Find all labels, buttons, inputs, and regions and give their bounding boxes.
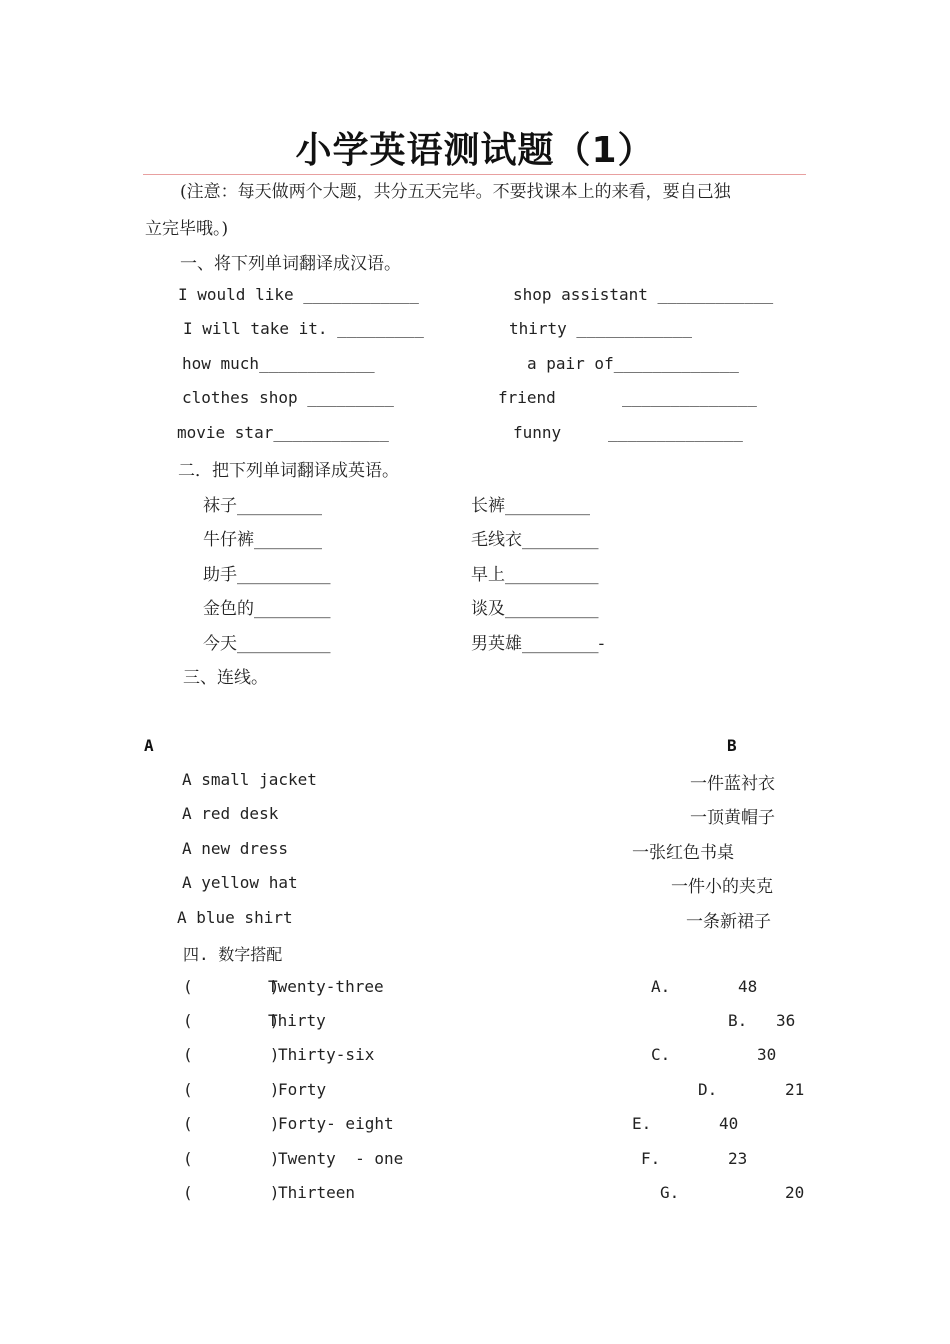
- section1-item: I will take it. _________: [183, 319, 424, 338]
- note-line-2: 立完毕哦。): [145, 219, 229, 239]
- column-a-label: A: [144, 736, 154, 755]
- match-right-item: 一条新裙子: [686, 912, 771, 932]
- option-number: 36: [776, 1011, 796, 1030]
- match-left-item: A blue shirt: [177, 908, 293, 927]
- number-word: Forty- eight: [278, 1114, 394, 1133]
- section2-item: 牛仔裤________: [203, 530, 322, 550]
- answer-paren: ( ): [183, 1045, 280, 1064]
- match-left-item: A yellow hat: [182, 873, 298, 892]
- answer-paren: ( ): [183, 1149, 280, 1168]
- answer-paren: ( ): [183, 1183, 280, 1202]
- match-right-item: 一件蓝衬衣: [690, 774, 775, 794]
- option-letter: E.: [632, 1114, 652, 1133]
- note-line-1: (注意：每天做两个大题，共分五天完毕。不要找课本上的来看，要自己独: [180, 182, 731, 202]
- option-letter: D.: [698, 1080, 718, 1099]
- section2-item: 袜子__________: [203, 496, 322, 516]
- option-number: 40: [719, 1114, 739, 1133]
- section2-item: 金色的_________: [203, 599, 331, 619]
- section1-item: how much____________: [182, 354, 375, 373]
- section1-item: shop assistant ____________: [513, 285, 774, 304]
- option-number: 21: [785, 1080, 805, 1099]
- section1-item: I would like ____________: [178, 285, 419, 304]
- section1-item: clothes shop _________: [182, 388, 394, 407]
- title-divider: [143, 174, 806, 175]
- section1-item: funny: [513, 423, 562, 442]
- section1-item: a pair of_____________: [527, 354, 739, 373]
- number-word: Thirty: [268, 1011, 326, 1030]
- match-right-item: 一顶黄帽子: [690, 808, 775, 828]
- section4-heading: 四. 数字搭配: [183, 945, 283, 964]
- section1-item: friend: [498, 388, 556, 407]
- match-right-item: 一件小的夹克: [671, 877, 773, 897]
- section2-item: 长裤__________: [471, 496, 590, 516]
- section2-item: 助手___________: [203, 565, 331, 585]
- column-b-label: B: [727, 736, 737, 755]
- section1-heading: 一、将下列单词翻译成汉语。: [180, 254, 401, 274]
- section1-blank: ______________: [608, 423, 743, 442]
- match-left-item: A red desk: [182, 804, 279, 823]
- match-right-item: 一张红色书桌: [632, 843, 734, 863]
- section2-item: 今天___________: [203, 634, 331, 654]
- option-number: 48: [738, 977, 758, 996]
- section2-item: 男英雄_________-: [471, 634, 605, 654]
- option-letter: A.: [651, 977, 671, 996]
- answer-paren: ( ): [183, 1011, 280, 1030]
- section1-item: movie star____________: [177, 423, 389, 442]
- section3-heading: 三、连线。: [183, 668, 268, 688]
- number-word: Twenty - one: [278, 1149, 404, 1168]
- option-number: 23: [728, 1149, 748, 1168]
- section2-item: 毛线衣_________: [471, 530, 599, 550]
- page-title: 小学英语测试题（1）: [295, 130, 655, 171]
- section2-item: 谈及___________: [471, 599, 599, 619]
- option-letter: F.: [641, 1149, 661, 1168]
- answer-paren: ( ): [183, 977, 280, 996]
- match-left-item: A small jacket: [182, 770, 317, 789]
- option-number: 20: [785, 1183, 805, 1202]
- section2-heading: 二．把下列单词翻译成英语。: [178, 461, 399, 481]
- number-word: Thirty-six: [278, 1045, 375, 1064]
- match-left-item: A new dress: [182, 839, 288, 858]
- option-letter: G.: [660, 1183, 680, 1202]
- option-letter: B.: [728, 1011, 748, 1030]
- option-letter: C.: [651, 1045, 671, 1064]
- option-number: 30: [757, 1045, 777, 1064]
- number-word: Forty: [278, 1080, 327, 1099]
- answer-paren: ( ): [183, 1114, 280, 1133]
- section1-blank: ______________: [622, 388, 757, 407]
- answer-paren: ( ): [183, 1080, 280, 1099]
- section1-item: thirty ____________: [509, 319, 693, 338]
- number-word: Thirteen: [278, 1183, 356, 1202]
- number-word: Twenty-three: [268, 977, 384, 996]
- section2-item: 早上___________: [471, 565, 599, 585]
